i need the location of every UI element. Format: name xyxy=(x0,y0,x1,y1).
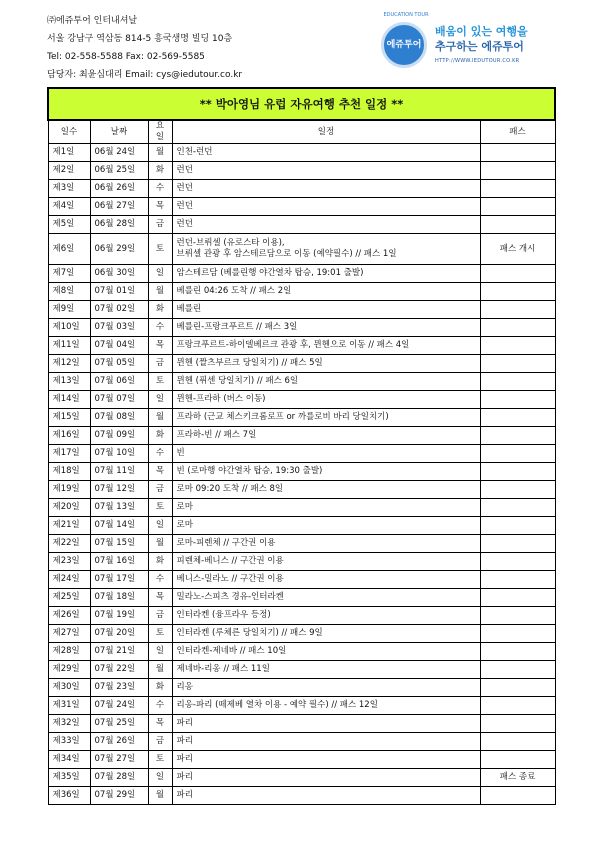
pass-cell: 패스 종료 xyxy=(480,769,555,787)
table-row xyxy=(48,216,555,234)
weekday-cell: 토 xyxy=(148,625,172,643)
date-cell: 07월 03일 xyxy=(90,319,148,337)
table-row xyxy=(48,463,555,481)
table-row xyxy=(48,625,555,643)
schedule-line: 런던 xyxy=(176,219,193,229)
pass-cell xyxy=(480,481,555,499)
schedule-cell xyxy=(172,535,480,553)
pass-cell xyxy=(480,301,555,319)
schedule-cell xyxy=(172,517,480,535)
weekday-cell: 화 xyxy=(148,162,172,180)
date-cell: 07월 29일 xyxy=(90,787,148,805)
schedule-line: 로마 09:20 도착 // 패스 8일 xyxy=(176,484,284,494)
schedule-cell xyxy=(172,144,480,162)
day-cell: 제22일 xyxy=(48,535,90,553)
day-cell: 제29일 xyxy=(48,661,90,679)
pass-cell xyxy=(480,144,555,162)
date-cell: 07월 02일 xyxy=(90,301,148,319)
pass-cell xyxy=(480,463,555,481)
pass-cell xyxy=(480,283,555,301)
weekday-cell: 목 xyxy=(148,589,172,607)
company-logo xyxy=(377,12,557,82)
schedule-line: 파리 xyxy=(176,718,193,728)
table-row xyxy=(48,715,555,733)
day-cell: 제15일 xyxy=(48,409,90,427)
weekday-cell: 일 xyxy=(148,391,172,409)
schedule-line: 뮌헨 (퓌센 당일치기) // 패스 6일 xyxy=(176,376,299,386)
slogan-line-2: 추구하는 에쥬투어 xyxy=(435,40,524,53)
weekday-cell: 금 xyxy=(148,481,172,499)
day-cell: 제10일 xyxy=(48,319,90,337)
weekday-cell: 토 xyxy=(148,234,172,265)
schedule-cell xyxy=(172,373,480,391)
pass-cell xyxy=(480,198,555,216)
table-row xyxy=(48,180,555,198)
schedule-cell xyxy=(172,162,480,180)
date-cell: 07월 21일 xyxy=(90,643,148,661)
schedule-line: 로마 xyxy=(176,502,193,512)
date-cell: 07월 22일 xyxy=(90,661,148,679)
schedule-line: 인터라켄 (융프라우 등정) xyxy=(176,610,271,620)
date-cell: 07월 28일 xyxy=(90,769,148,787)
weekday-cell: 일 xyxy=(148,265,172,283)
schedule-line: 뮌헨 (짤츠부르크 당일치기) // 패스 5일 xyxy=(176,358,323,368)
weekday-cell: 월 xyxy=(148,144,172,162)
date-cell: 06월 28일 xyxy=(90,216,148,234)
schedule-cell xyxy=(172,751,480,769)
weekday-cell: 수 xyxy=(148,571,172,589)
schedule-cell xyxy=(172,625,480,643)
schedule-line: 런던 xyxy=(176,183,193,193)
schedule-line: 빈 (로마행 야간열차 탑승, 19:30 출발) xyxy=(176,466,323,476)
schedule-cell xyxy=(172,337,480,355)
weekday-cell: 목 xyxy=(148,337,172,355)
weekday-cell: 수 xyxy=(148,319,172,337)
table-row xyxy=(48,679,555,697)
day-cell: 제3일 xyxy=(48,180,90,198)
day-cell: 제16일 xyxy=(48,427,90,445)
schedule-cell xyxy=(172,769,480,787)
company-address: 서울 강남구 역삼동 814-5 흥국생명 빌딩 10층 xyxy=(47,34,233,44)
date-cell: 07월 05일 xyxy=(90,355,148,373)
pass-cell xyxy=(480,643,555,661)
schedule-cell xyxy=(172,589,480,607)
pass-cell xyxy=(480,715,555,733)
date-cell: 07월 08일 xyxy=(90,409,148,427)
table-row xyxy=(48,769,555,787)
day-cell: 제12일 xyxy=(48,355,90,373)
company-contact: 담당자: 최윤심대리 Email: cys@iedutour.co.kr xyxy=(47,70,243,80)
date-cell: 06월 25일 xyxy=(90,162,148,180)
schedule-cell xyxy=(172,733,480,751)
weekday-cell: 월 xyxy=(148,409,172,427)
day-cell: 제31일 xyxy=(48,697,90,715)
pass-cell xyxy=(480,535,555,553)
day-cell: 제14일 xyxy=(48,391,90,409)
table-row xyxy=(48,571,555,589)
day-cell: 제25일 xyxy=(48,589,90,607)
weekday-cell: 월 xyxy=(148,661,172,679)
day-cell: 제13일 xyxy=(48,373,90,391)
header-day: 일수 xyxy=(48,120,90,144)
schedule-line: 빈 xyxy=(176,448,185,458)
date-cell: 07월 06일 xyxy=(90,373,148,391)
weekday-cell: 수 xyxy=(148,180,172,198)
table-row xyxy=(48,234,555,265)
weekday-cell: 화 xyxy=(148,301,172,319)
schedule-line: 리옹-파리 (떼제베 열차 이용 - 예약 필수) // 패스 12일 xyxy=(176,700,378,710)
day-cell: 제4일 xyxy=(48,198,90,216)
schedule-cell xyxy=(172,571,480,589)
schedule-cell xyxy=(172,643,480,661)
weekday-cell: 토 xyxy=(148,751,172,769)
day-cell: 제21일 xyxy=(48,517,90,535)
day-cell: 제23일 xyxy=(48,553,90,571)
logo-ring-text: EDUCATION TOUR xyxy=(383,12,429,18)
weekday-cell: 토 xyxy=(148,373,172,391)
pass-cell xyxy=(480,373,555,391)
schedule-cell xyxy=(172,355,480,373)
date-cell: 07월 15일 xyxy=(90,535,148,553)
date-cell: 06월 30일 xyxy=(90,265,148,283)
date-cell: 06월 27일 xyxy=(90,198,148,216)
table-row xyxy=(48,319,555,337)
day-cell: 제33일 xyxy=(48,733,90,751)
schedule-cell xyxy=(172,445,480,463)
schedule-cell xyxy=(172,283,480,301)
day-cell: 제35일 xyxy=(48,769,90,787)
header-weekday: 요일 xyxy=(148,120,172,144)
schedule-cell xyxy=(172,679,480,697)
table-row xyxy=(48,301,555,319)
weekday-cell: 금 xyxy=(148,733,172,751)
pass-cell xyxy=(480,409,555,427)
schedule-cell xyxy=(172,391,480,409)
logo-mark: 에쥬투어 xyxy=(381,22,427,68)
schedule-line: 로마 xyxy=(176,520,193,530)
weekday-cell: 일 xyxy=(148,643,172,661)
date-cell: 07월 18일 xyxy=(90,589,148,607)
date-cell: 07월 12일 xyxy=(90,481,148,499)
table-row xyxy=(48,751,555,769)
day-cell: 제9일 xyxy=(48,301,90,319)
date-cell: 07월 25일 xyxy=(90,715,148,733)
weekday-cell: 일 xyxy=(148,517,172,535)
pass-cell xyxy=(480,445,555,463)
table-row xyxy=(48,661,555,679)
table-row xyxy=(48,409,555,427)
schedule-line: 리옹 xyxy=(176,682,193,692)
pass-cell xyxy=(480,355,555,373)
logo-slogan xyxy=(435,24,528,54)
schedule-cell xyxy=(172,265,480,283)
table-row xyxy=(48,337,555,355)
table-row xyxy=(48,787,555,805)
itinerary-title: ** 박아영님 유럽 자유여행 추천 일정 ** xyxy=(48,88,555,120)
table-row xyxy=(48,589,555,607)
day-cell: 제18일 xyxy=(48,463,90,481)
schedule-line: 인터라켄-제네바 // 패스 10일 xyxy=(176,646,287,656)
weekday-cell: 월 xyxy=(148,535,172,553)
table-row xyxy=(48,355,555,373)
header-pass: 패스 xyxy=(480,120,555,144)
table-row xyxy=(48,373,555,391)
schedule-cell xyxy=(172,427,480,445)
company-phone-fax: Tel: 02-558-5588 Fax: 02-569-5585 xyxy=(47,52,205,62)
schedule-line: 브뤼셀 관광 후 암스테르담으로 이동 (예약필수) // 패스 1일 xyxy=(176,249,397,259)
pass-cell xyxy=(480,391,555,409)
day-cell: 제32일 xyxy=(48,715,90,733)
schedule-cell xyxy=(172,499,480,517)
pass-cell xyxy=(480,679,555,697)
schedule-cell xyxy=(172,216,480,234)
date-cell: 07월 20일 xyxy=(90,625,148,643)
pass-cell xyxy=(480,427,555,445)
pass-cell: 패스 개시 xyxy=(480,234,555,265)
day-cell: 제8일 xyxy=(48,283,90,301)
table-row xyxy=(48,162,555,180)
day-cell: 제11일 xyxy=(48,337,90,355)
pass-cell xyxy=(480,517,555,535)
table-row xyxy=(48,553,555,571)
pass-cell xyxy=(480,337,555,355)
table-row xyxy=(48,499,555,517)
day-cell: 제24일 xyxy=(48,571,90,589)
table-row xyxy=(48,535,555,553)
date-cell: 07월 19일 xyxy=(90,607,148,625)
schedule-line: 피렌체-베니스 // 구간권 이용 xyxy=(176,556,284,566)
pass-cell xyxy=(480,751,555,769)
day-cell: 제27일 xyxy=(48,625,90,643)
schedule-cell xyxy=(172,553,480,571)
table-row xyxy=(48,427,555,445)
table-row xyxy=(48,265,555,283)
header-schedule: 일정 xyxy=(172,120,480,144)
pass-cell xyxy=(480,625,555,643)
weekday-cell: 월 xyxy=(148,787,172,805)
pass-cell xyxy=(480,607,555,625)
day-cell: 제17일 xyxy=(48,445,90,463)
date-cell: 07월 24일 xyxy=(90,697,148,715)
weekday-cell: 금 xyxy=(148,216,172,234)
pass-cell xyxy=(480,319,555,337)
date-cell: 07월 14일 xyxy=(90,517,148,535)
pass-cell xyxy=(480,733,555,751)
schedule-line: 뮌헨-프라하 (버스 이동) xyxy=(176,394,266,404)
schedule-line: 프라하 (근교 체스키크롬로프 or 까를로비 바리 당일치기) xyxy=(176,412,389,422)
pass-cell xyxy=(480,180,555,198)
table-row xyxy=(48,733,555,751)
itinerary-table xyxy=(47,87,556,805)
day-cell: 제28일 xyxy=(48,643,90,661)
schedule-line: 로마-피렌체 // 구간권 이용 xyxy=(176,538,276,548)
schedule-line: 베를린-프랑크푸르트 // 패스 3일 xyxy=(176,322,298,332)
table-row xyxy=(48,445,555,463)
day-cell: 제20일 xyxy=(48,499,90,517)
schedule-line: 프랑크푸르트-하이델베르크 관광 후, 뮌헨으로 이동 // 패스 4일 xyxy=(176,340,410,350)
pass-cell xyxy=(480,589,555,607)
date-cell: 06월 29일 xyxy=(90,234,148,265)
slogan-line-1: 배움이 있는 여행을 xyxy=(435,25,528,38)
schedule-line: 런던 xyxy=(176,201,193,211)
day-cell: 제1일 xyxy=(48,144,90,162)
schedule-line: 인터라켄 (루체른 당일치기) // 패스 9일 xyxy=(176,628,323,638)
date-cell: 07월 23일 xyxy=(90,679,148,697)
schedule-line: 인천-런던 xyxy=(176,147,213,157)
table-header-row xyxy=(48,120,555,144)
weekday-cell: 화 xyxy=(148,553,172,571)
table-row xyxy=(48,517,555,535)
schedule-cell xyxy=(172,180,480,198)
day-cell: 제5일 xyxy=(48,216,90,234)
table-row xyxy=(48,144,555,162)
schedule-line: 베니스-밀라노 // 구간권 이용 xyxy=(176,574,284,584)
date-cell: 07월 26일 xyxy=(90,733,148,751)
weekday-cell: 화 xyxy=(148,427,172,445)
pass-cell xyxy=(480,697,555,715)
schedule-cell xyxy=(172,234,480,265)
schedule-line: 밀라노-스피츠 경유-인터라켄 xyxy=(176,592,284,602)
schedule-line: 암스테르담 (베를린행 야간열차 탑승, 19:01 출발) xyxy=(176,268,364,278)
day-cell: 제19일 xyxy=(48,481,90,499)
date-cell: 06월 26일 xyxy=(90,180,148,198)
weekday-cell: 목 xyxy=(148,463,172,481)
schedule-cell xyxy=(172,661,480,679)
company-name: ㈜에쥬투어 인터내셔날 xyxy=(47,16,138,26)
pass-cell xyxy=(480,216,555,234)
weekday-cell: 금 xyxy=(148,607,172,625)
date-cell: 07월 27일 xyxy=(90,751,148,769)
weekday-cell: 일 xyxy=(148,769,172,787)
table-row xyxy=(48,607,555,625)
date-cell: 07월 17일 xyxy=(90,571,148,589)
day-cell: 제7일 xyxy=(48,265,90,283)
day-cell: 제2일 xyxy=(48,162,90,180)
table-row xyxy=(48,283,555,301)
day-cell: 제36일 xyxy=(48,787,90,805)
schedule-line: 제네바-리옹 // 패스 11일 xyxy=(176,664,270,674)
weekday-cell: 목 xyxy=(148,198,172,216)
table-row xyxy=(48,391,555,409)
date-cell: 07월 07일 xyxy=(90,391,148,409)
pass-cell xyxy=(480,661,555,679)
schedule-cell xyxy=(172,607,480,625)
date-cell: 07월 16일 xyxy=(90,553,148,571)
schedule-cell xyxy=(172,319,480,337)
schedule-line: 프라하-빈 // 패스 7일 xyxy=(176,430,257,440)
header-date: 날짜 xyxy=(90,120,148,144)
schedule-line: 파리 xyxy=(176,772,193,782)
weekday-cell: 목 xyxy=(148,715,172,733)
pass-cell xyxy=(480,787,555,805)
schedule-line: 파리 xyxy=(176,754,193,764)
company-header xyxy=(47,12,557,84)
pass-cell xyxy=(480,499,555,517)
logo-url: HTTP://WWW.IEDUTOUR.CO.KR xyxy=(435,58,520,64)
table-row xyxy=(48,481,555,499)
date-cell: 07월 09일 xyxy=(90,427,148,445)
schedule-cell xyxy=(172,787,480,805)
weekday-cell: 수 xyxy=(148,697,172,715)
schedule-cell xyxy=(172,301,480,319)
schedule-cell xyxy=(172,463,480,481)
day-cell: 제34일 xyxy=(48,751,90,769)
pass-cell xyxy=(480,265,555,283)
date-cell: 07월 01일 xyxy=(90,283,148,301)
table-row xyxy=(48,697,555,715)
schedule-line: 런던-브뤼셀 (유로스타 이용), xyxy=(176,238,285,248)
day-cell: 제26일 xyxy=(48,607,90,625)
schedule-line: 파리 xyxy=(176,736,193,746)
schedule-cell xyxy=(172,409,480,427)
day-cell: 제30일 xyxy=(48,679,90,697)
date-cell: 07월 13일 xyxy=(90,499,148,517)
schedule-cell xyxy=(172,715,480,733)
schedule-cell xyxy=(172,198,480,216)
weekday-cell: 금 xyxy=(148,355,172,373)
date-cell: 07월 04일 xyxy=(90,337,148,355)
schedule-line: 베를린 xyxy=(176,304,202,314)
weekday-cell: 토 xyxy=(148,499,172,517)
date-cell: 07월 10일 xyxy=(90,445,148,463)
weekday-cell: 수 xyxy=(148,445,172,463)
weekday-cell: 월 xyxy=(148,283,172,301)
schedule-cell xyxy=(172,697,480,715)
table-row xyxy=(48,643,555,661)
pass-cell xyxy=(480,571,555,589)
weekday-cell: 화 xyxy=(148,679,172,697)
schedule-line: 베를린 04:26 도착 // 패스 2일 xyxy=(176,286,292,296)
date-cell: 06월 24일 xyxy=(90,144,148,162)
schedule-line: 런던 xyxy=(176,165,193,175)
pass-cell xyxy=(480,553,555,571)
day-cell: 제6일 xyxy=(48,234,90,265)
schedule-cell xyxy=(172,481,480,499)
date-cell: 07월 11일 xyxy=(90,463,148,481)
pass-cell xyxy=(480,162,555,180)
schedule-line: 파리 xyxy=(176,790,193,800)
table-row xyxy=(48,198,555,216)
